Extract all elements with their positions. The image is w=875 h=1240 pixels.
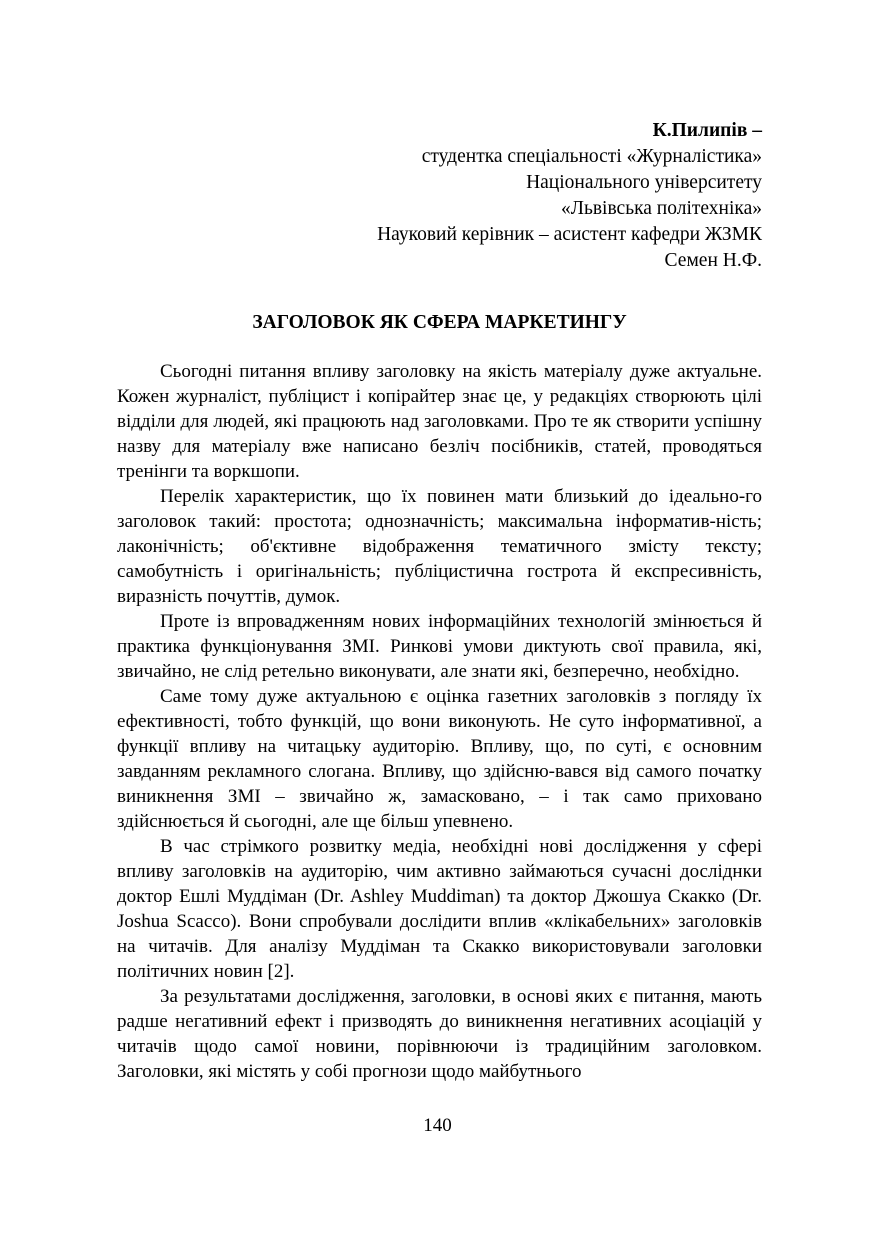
byline-line: Національного університету: [526, 172, 762, 193]
paragraph: Проте із впровадженням нових інформаційних технологій змінюється й практика функціонування ЗМІ. Ринкові умови диктують свої правила, які, звичайно, не слід ретельно виконувати, але знати які, безперечно, необхідно.: [117, 611, 762, 682]
byline-lines: [117, 144, 762, 274]
paragraph: Сьогодні питання впливу заголовку на якість матеріалу дуже актуальне. Кожен журналіст, публіцист і копірайтер знає це, у редакціях створюють цілі відділи для людей, які працюють над заголовками. Про те як створити успішну назву для матеріалу вже написано безліч посібників, статей, проводяться тренінги та воркшопи.: [117, 361, 762, 482]
paragraph: Саме тому дуже актуальною є оцінка газетних заголовків з погляду їх ефективності, тобто функцій, що вони виконують. Не суто інформативної, а функції впливу на читацьку аудиторію. Впливу, що, по суті, є основним завданням рекламного слогана. Впливу, що здійсню-вався від самого початку виникнення ЗМІ – звичайно ж, замасковано, – і так само приховано здійснюється й сьогодні, але ще більш упевнено.: [117, 686, 762, 832]
author-name: К.Пилипів –: [652, 120, 762, 141]
byline-line: Науковий керівник – асистент кафедри ЖЗМК: [377, 224, 762, 245]
byline-block: [117, 118, 762, 274]
paragraph: Перелік характеристик, що їх повинен мати близький до ідеально-го заголовок такий: простота; однозначність; максимальна інформатив-ність; лаконічність; об'єктивне відображення тематичного змісту тексту; самобутність і оригінальність; публіцистична гострота й експресивність, виразність почуттів, думок.: [117, 486, 762, 607]
page-title: ЗАГОЛОВОК ЯК СФЕРА МАРКЕТИНГУ: [252, 312, 627, 333]
paragraph: В час стрімкого розвитку медіа, необхідні нові дослідження у сфері впливу заголовків на аудиторію, чим активно займаються сучасні досліднки доктор Ешлі Муддіман (Dr. Ashley Muddiman) та доктор Джошуа Скакко (Dr. Joshua Scacco). Вони спробували дослідити вплив «клікабельних» заголовків на читачів. Для аналізу Муддіман та Скакко використовували заголовки політичних новин [2].: [117, 836, 762, 982]
page-number: 140: [423, 1115, 452, 1136]
paragraph: За результатами дослідження, заголовки, в основі яких є питання, мають радше негативний ефект і призводять до виникнення негативних асоціацій у читачів щодо самої новини, порівнюючи із традиційним заголовком. Заголовки, які містять у собі прогнози щодо майбутнього: [117, 986, 762, 1082]
page-content: [117, 118, 762, 1084]
byline-line: «Львівська політехніка»: [560, 198, 762, 219]
byline-line: студентка спеціальності «Журналістика»: [421, 146, 762, 167]
body-text: [117, 359, 762, 1084]
byline-line: Семен Н.Ф.: [664, 250, 762, 271]
